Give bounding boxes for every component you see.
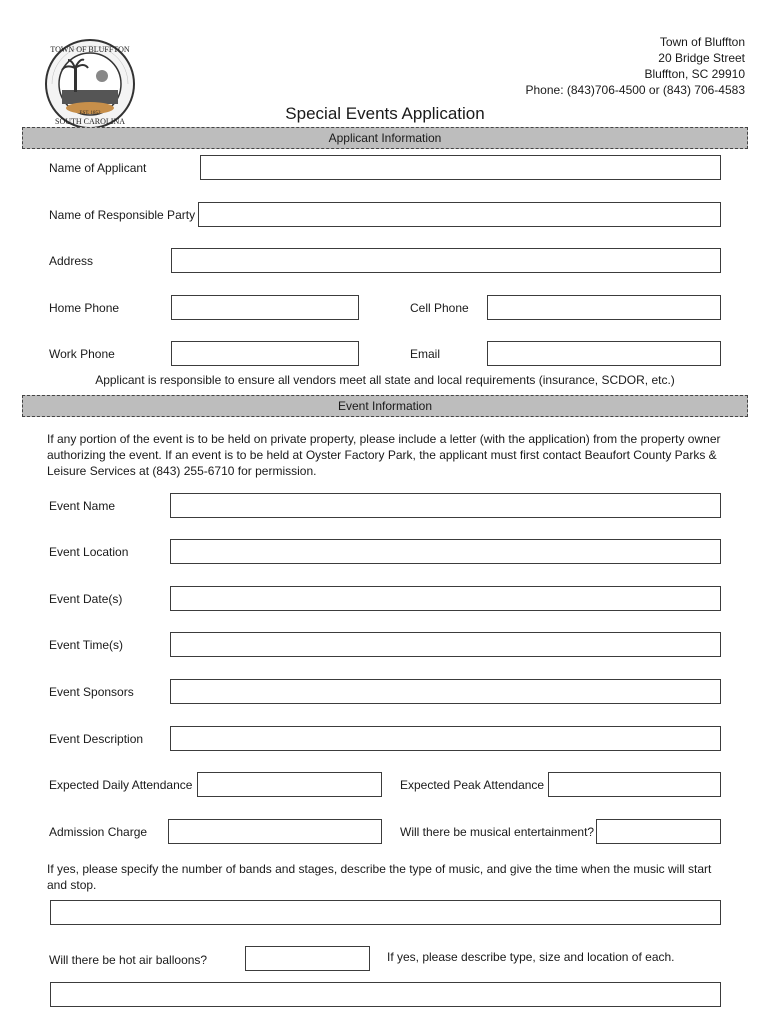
seal-text-est: EST. 1852 <box>79 111 101 116</box>
musical-entertainment-input[interactable] <box>597 820 720 843</box>
peak-attendance-input[interactable] <box>549 773 720 796</box>
event-location-label: Event Location <box>49 545 129 559</box>
event-location-field[interactable] <box>170 539 721 564</box>
hot-air-balloons-label: Will there be hot air balloons? <box>49 953 208 967</box>
daily-attendance-label: Expected Daily Attendance <box>49 778 193 792</box>
event-dates-field[interactable] <box>170 586 721 611</box>
event-description-field[interactable] <box>170 726 721 751</box>
event-times-field[interactable] <box>170 632 721 657</box>
responsible-party-input[interactable] <box>199 203 720 226</box>
cell-phone-label: Cell Phone <box>410 301 469 315</box>
event-times-label: Event Time(s) <box>49 638 124 652</box>
private-property-note: If any portion of the event is to be held on private property, please include a letter (with the application) from the property owner authorizing the event. If an event is to be held at Oyster Factory Park, the applicant must first contact Beaufort County Parks & Leisure Services at (843) 255-6710 for permission. <box>47 432 721 478</box>
admission-charge-label: Admission Charge <box>49 825 148 839</box>
balloons-details-input[interactable] <box>51 983 720 1006</box>
seal-text-top: TOWN OF BLUFFTON <box>50 45 130 54</box>
admission-charge-input[interactable] <box>169 820 381 843</box>
balloons-note: If yes, please describe type, size and location of each. <box>387 950 675 964</box>
cell-phone-field[interactable] <box>487 295 721 320</box>
admission-charge-field[interactable] <box>168 819 382 844</box>
town-address <box>526 34 746 98</box>
musical-entertainment-field[interactable] <box>596 819 721 844</box>
event-sponsors-input[interactable] <box>171 680 720 703</box>
hot-air-balloons-input[interactable] <box>246 947 369 970</box>
musical-entertainment-label: Will there be musical entertainment? <box>400 825 595 839</box>
name-of-applicant-field[interactable] <box>200 155 721 180</box>
balloons-details-field[interactable] <box>50 982 721 1007</box>
address-input[interactable] <box>172 249 720 272</box>
event-dates-label: Event Date(s) <box>49 592 123 606</box>
event-description-label: Event Description <box>49 732 144 746</box>
music-details-field[interactable] <box>50 900 721 925</box>
cell-phone-input[interactable] <box>488 296 720 319</box>
seal-text-bottom: SOUTH CAROLINA <box>55 117 125 126</box>
responsible-party-label: Name of Responsible Party <box>49 208 196 222</box>
email-label: Email <box>410 347 441 361</box>
address-line: 20 Bridge Street <box>658 51 745 65</box>
peak-attendance-field[interactable] <box>548 772 721 797</box>
event-times-input[interactable] <box>171 633 720 656</box>
event-name-label: Event Name <box>49 499 116 513</box>
email-field[interactable] <box>487 341 721 366</box>
peak-attendance-label: Expected Peak Attendance <box>400 778 545 792</box>
applicant-section-heading: Applicant Information <box>22 127 748 149</box>
name-of-applicant-input[interactable] <box>201 156 720 179</box>
work-phone-label: Work Phone <box>49 347 115 361</box>
daily-attendance-input[interactable] <box>198 773 381 796</box>
email-input[interactable] <box>488 342 720 365</box>
music-details-input[interactable] <box>51 901 720 924</box>
home-phone-field[interactable] <box>171 295 359 320</box>
event-name-input[interactable] <box>171 494 720 517</box>
address-line: Phone: (843)706-4500 or (843) 706-4583 <box>525 83 745 97</box>
daily-attendance-field[interactable] <box>197 772 382 797</box>
address-line: Town of Bluffton <box>659 35 745 49</box>
event-description-input[interactable] <box>171 727 720 750</box>
hot-air-balloons-field[interactable] <box>245 946 370 971</box>
vendor-note: Applicant is responsible to ensure all vendors meet all state and local requirements (insurance, SCDOR, etc.) <box>95 373 675 387</box>
home-phone-label: Home Phone <box>49 301 120 315</box>
page-title: Special Events Application <box>285 104 485 123</box>
work-phone-field[interactable] <box>171 341 359 366</box>
event-dates-input[interactable] <box>171 587 720 610</box>
event-location-input[interactable] <box>171 540 720 563</box>
event-sponsors-field[interactable] <box>170 679 721 704</box>
event-sponsors-label: Event Sponsors <box>49 685 134 699</box>
music-note: If yes, please specify the number of bands and stages, describe the type of music, and give the time when the music will start and stop. <box>47 862 712 892</box>
work-phone-input[interactable] <box>172 342 358 365</box>
address-line: Bluffton, SC 29910 <box>644 67 745 81</box>
event-section-heading: Event Information <box>22 395 748 417</box>
address-field[interactable] <box>171 248 721 273</box>
name-of-applicant-label: Name of Applicant <box>49 161 147 175</box>
responsible-party-field[interactable] <box>198 202 721 227</box>
address-label: Address <box>49 254 94 268</box>
event-name-field[interactable] <box>170 493 721 518</box>
home-phone-input[interactable] <box>172 296 358 319</box>
